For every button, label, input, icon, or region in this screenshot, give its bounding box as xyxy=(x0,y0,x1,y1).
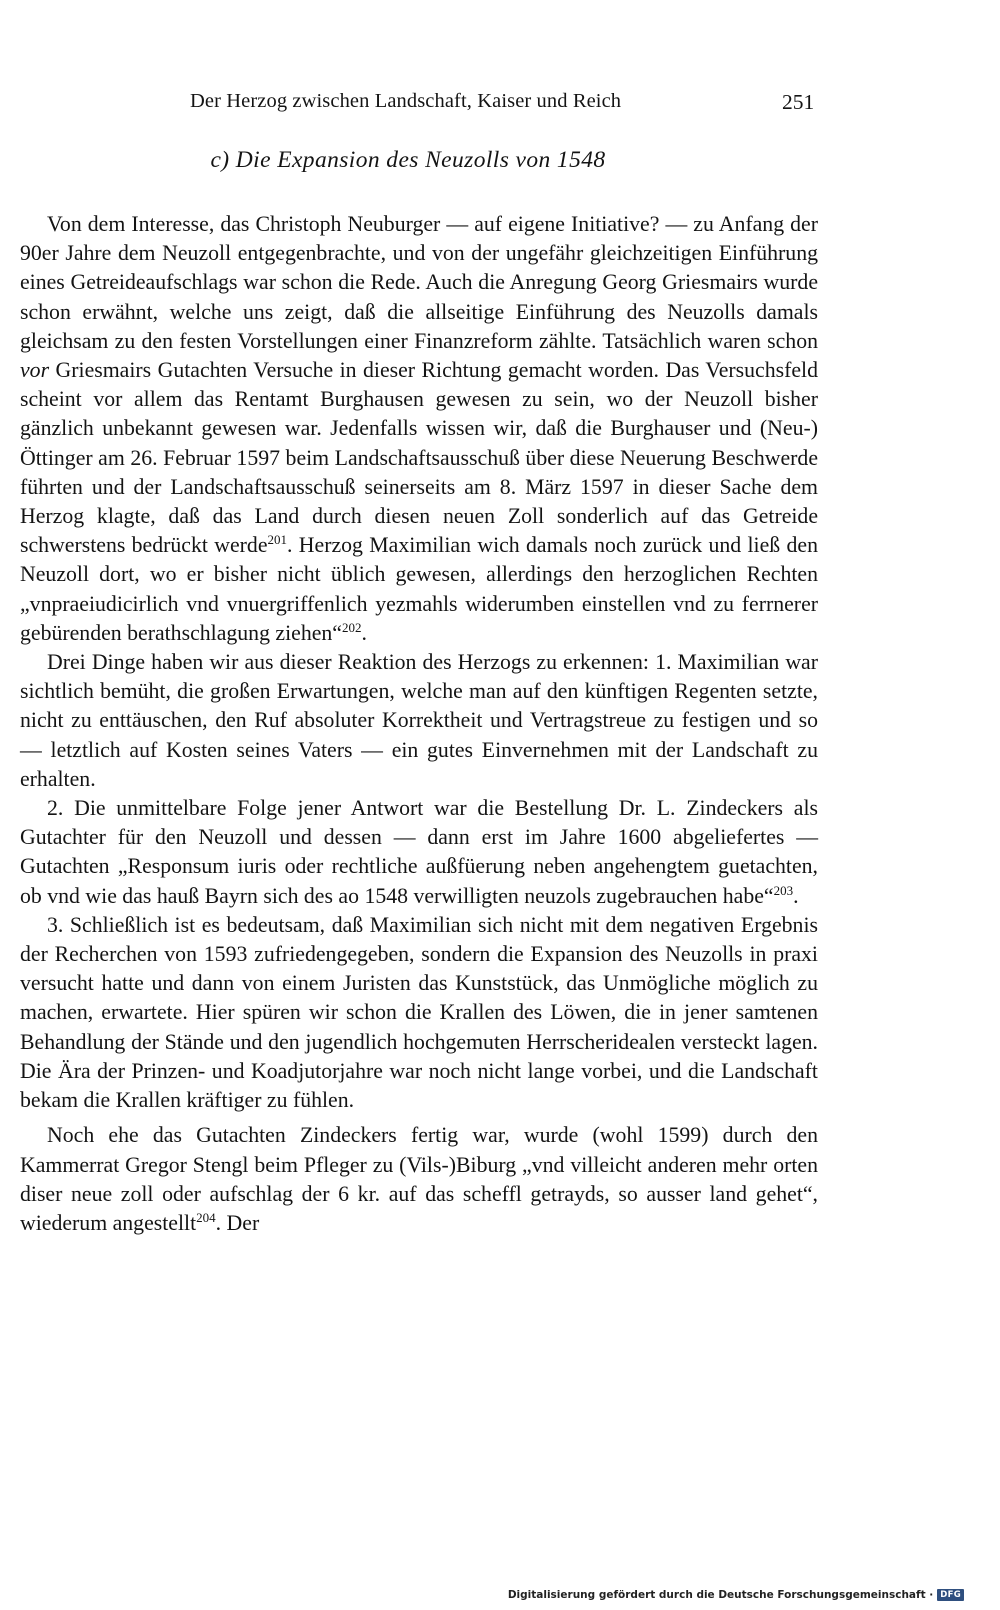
text-run: Griesmairs Gutachten Versuche in dieser Richtung gemacht worden. Das Versuchsfeld scheint vor allem das Rentamt Burghausen gewesen zu sein, wo der Neuzoll bisher gänzlich unbekannt gewesen war. Jedenfalls wissen wir, daß die Burghauser und (Neu-) Öttinger am 26. Februar 1597 beim Landschaftsausschuß über diese Neuerung Beschwerde führten und der Landschaftsausschuß seinerseits am 8. März 1597 in dieser Sache dem Herzog klagte, daß das Land durch diesen neuen Zoll sonderlich auf das Getreide schwerstens bedrückt werde xyxy=(20,358,818,558)
emphasis: vor xyxy=(20,358,50,383)
footnote-ref: 202 xyxy=(341,620,362,636)
footnote-ref: 204 xyxy=(196,1210,216,1226)
paragraph xyxy=(20,648,818,794)
footnote-ref: 201 xyxy=(267,532,288,548)
digitization-credit xyxy=(508,1589,964,1601)
page-number: 251 xyxy=(782,90,815,114)
text-run: . xyxy=(361,620,367,645)
section-heading-text: c) Die Expansion des Neuzolls von 1548 xyxy=(210,147,606,173)
dfg-logo-icon: DFG xyxy=(937,1589,964,1601)
paragraph xyxy=(20,794,818,911)
text-run: 2. Die unmittelbare Folge jener Antwort war die Bestellung Dr. L. Zindeckers als Gutachter für den Neuzoll und dessen — dann erst im Jahre 1600 abgeliefertes — Gutachten „Responsum iuris oder rechtliche außfüerung neben angehengtem guetachten, ob vnd wie das hauß Bayrn sich des ao 1548 verwilligten neuzols zugebrauchen habe“ xyxy=(20,796,818,908)
paragraph xyxy=(20,911,818,1115)
body-text xyxy=(20,210,818,1238)
text-run: . Herzog Maximilian wich damals noch zurück und ließ den Neuzoll dort, wo er bisher nicht üblich gewesen, allerdings den herzoglichen Rechten „vnpraeiudicirlich vnd vnuergriffenlich yezmahls widerumben einstellen vnd zu ferrnerer gebürenden berathschlagung ziehen“ xyxy=(20,533,818,645)
section-heading xyxy=(0,147,1000,174)
paragraph xyxy=(20,210,818,648)
text-run: . Der xyxy=(215,1210,260,1235)
credit-text: Digitalisierung gefördert durch die Deutsche Forschungsgemeinschaft · xyxy=(507,1589,934,1601)
text-run: Von dem Interesse, das Christoph Neuburger — auf eigene Initiative? — zu Anfang der 90er Jahre dem Neuzoll entgegenbrachte, und von der ungefähr gleichzeitigen Einführung eines Getreideaufschlags war schon die Rede. Auch die Anregung Georg Griesmairs wurde schon erwähnt, welche uns zeigt, daß die allseitige Einführung des Neuzolls damals gleichsam zu den festen Vorstellungen einer Finanzreform zählte. Tatsächlich waren schon xyxy=(20,212,818,353)
text-run: . xyxy=(793,883,799,908)
text-run: 3. Schließlich ist es bedeutsam, daß Maximilian sich nicht mit dem negativen Ergebnis der Recherchen von 1593 zufriedengegeben, sondern die Expansion des Neuzolls in praxi versucht hatte und dann von einem Juristen das Kunststück, das Unmögliche möglich zu machen, erwartete. Hier spüren wir schon die Krallen des Löwen, die in jener samtenen Behandlung der Stände und den jugendlich hochgemuten Herrscheridealen versteckt lagen. Die Ära der Prinzen- und Koadjutorjahre war noch nicht lange vorbei, und die Landschaft bekam die Krallen kräftiger zu fühlen. xyxy=(20,912,818,1113)
footnote-ref: 203 xyxy=(773,882,794,898)
text-run: Drei Dinge haben wir aus dieser Reaktion des Herzogs zu erkennen: 1. Maximilian war sichtlich bemüht, die großen Erwartungen, welche man auf den künftigen Regenten setzte, nicht zu enttäuschen, den Ruf absoluter Korrektheit und Vertragstreue zu festigen und so — letztlich auf Kosten seines Vaters — ein gutes Einvernehmen mit der Landschaft zu erhalten. xyxy=(20,650,818,791)
text-run: Noch ehe das Gutachten Zindeckers fertig war, wurde (wohl 1599) durch den Kammerrat Gregor Stengl beim Pfleger zu (Vils-)Biburg „vnd villeicht anderen mehr orten diser neue zoll oder aufschlag der 6 kr. auf das scheffl getrayds, so ausser land gehet“, wiederum angestellt xyxy=(20,1123,818,1235)
paragraph xyxy=(20,1121,818,1238)
running-head: Der Herzog zwischen Landschaft, Kaiser und Reich xyxy=(190,90,622,112)
